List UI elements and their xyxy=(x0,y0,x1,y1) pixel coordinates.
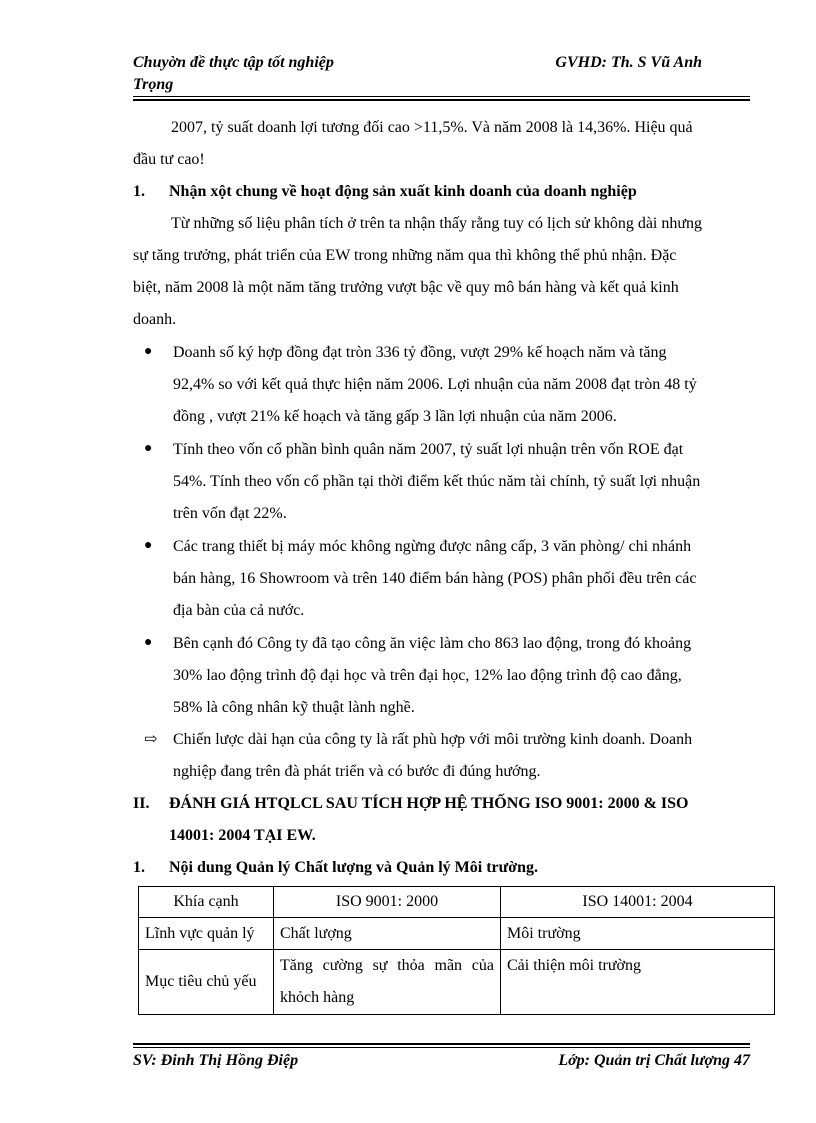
bullet-line: trên vốn đạt 22%. xyxy=(173,505,287,522)
header-rule-thin xyxy=(133,96,750,97)
bullet-icon: ● xyxy=(144,635,153,650)
table-cell: Chất lượng xyxy=(274,918,501,950)
footer-rule-thick xyxy=(133,1043,750,1045)
header-title: Chuyờn đề thực tập tốt nghiệp xyxy=(133,54,334,71)
table-cell: Môi trường xyxy=(501,918,775,950)
footer-student: SV: Đinh Thị Hồng Điệp xyxy=(133,1052,299,1069)
conclusion-line: Chiến lược dài hạn của công ty là rất phù hợp với môi trường kinh doanh. Doanh xyxy=(173,731,693,748)
column-header: ISO 9001: 2000 xyxy=(274,887,501,918)
comparison-table xyxy=(138,886,775,1015)
section-title: Nhận xột chung về hoạt động sản xuất kinh doanh của doanh nghiệp xyxy=(169,183,637,200)
table-cell-line: Tăng cường sự thỏa mãn của xyxy=(280,957,494,974)
section-number: 1. xyxy=(133,183,145,200)
bullet-line: 92,4% so với kết quả thực hiện năm 2006. Lợi nhuận của năm 2008 đạt tròn 48 tỷ xyxy=(173,376,697,393)
bullet-line: đồng , vượt 21% kế hoạch và tăng gấp 3 lần lợi nhuận của năm 2006. xyxy=(173,408,617,425)
table-cell: Cải thiện môi trường xyxy=(501,950,775,1015)
intro-line-2: đầu tư cao! xyxy=(133,151,205,168)
footer-rule-thin xyxy=(133,1047,750,1048)
section-title-continued: 14001: 2004 TẠI EW. xyxy=(169,827,316,844)
table-cell-line: khỏch hàng xyxy=(280,989,355,1006)
paragraph-line: Từ những số liệu phân tích ở trên ta nhận thấy rằng tuy có lịch sử không dài nhưng xyxy=(171,215,703,232)
bullet-line: 58% là công nhân kỹ thuật lành nghề. xyxy=(173,699,415,716)
table-cell: Lĩnh vực quản lý xyxy=(139,918,274,950)
header-title-continued: Trọng xyxy=(133,76,174,93)
bullet-icon: ● xyxy=(144,538,153,553)
bullet-icon: ● xyxy=(144,441,153,456)
section-number: 1. xyxy=(133,859,145,876)
intro-line-1: 2007, tỷ suất doanh lợi tương đối cao >11,5%. Và năm 2008 là 14,36%. Hiệu quả xyxy=(171,119,693,136)
bullet-line: Bên cạnh đó Công ty đã tạo công ăn việc làm cho 863 lao động, trong đó khoảng xyxy=(173,635,692,652)
table-header-row xyxy=(139,887,775,918)
table-cell xyxy=(274,950,501,1015)
bullet-line: Tính theo vốn cổ phần bình quân năm 2007, tỷ suất lợi nhuận trên vốn ROE đạt xyxy=(173,441,684,458)
header-rule-thick xyxy=(133,99,750,101)
page-footer xyxy=(133,1052,750,1070)
conclusion-line: nghiệp đang trên đà phát triển và có bước đi đúng hướng. xyxy=(173,763,541,780)
section-number: II. xyxy=(133,795,150,812)
bullet-line: Doanh số ký hợp đồng đạt tròn 336 tỷ đồng, vượt 29% kế hoạch năm và tăng xyxy=(173,344,667,361)
bullet-icon: ● xyxy=(144,344,153,359)
section-title: ĐÁNH GIÁ HTQLCL SAU TÍCH HỢP HỆ THỐNG ISO 9001: 2000 & ISO xyxy=(169,795,689,812)
paragraph-line: biệt, năm 2008 là một năm tăng trưởng vượt bậc về quy mô bán hàng và kết quả kinh xyxy=(133,279,679,296)
bullet-line: 30% lao động trình độ đại học và trên đại học, 12% lao động trình độ cao đẳng, xyxy=(173,667,682,684)
bullet-line: 54%. Tính theo vốn cổ phần tại thời điểm kết thúc năm tài chính, tỷ suất lợi nhuận xyxy=(173,473,701,490)
bullet-line: địa bàn của cả nước. xyxy=(173,602,305,619)
paragraph-line: doanh. xyxy=(133,311,177,328)
column-header: Khía cạnh xyxy=(139,887,274,918)
column-header: ISO 14001: 2004 xyxy=(501,887,775,918)
table-row xyxy=(139,950,775,1015)
header-advisor: GVHD: Th. S Vũ Anh xyxy=(555,54,702,71)
table-cell: Mục tiêu chủ yếu xyxy=(139,950,274,1015)
bullet-line: bán hàng, 16 Showroom và trên 140 điểm bán hàng (POS) phân phối đều trên các xyxy=(173,570,697,587)
bullet-line: Các trang thiết bị máy móc không ngừng được nâng cấp, 3 văn phòng/ chi nhánh xyxy=(173,538,692,555)
page-header xyxy=(133,52,750,96)
footer-class: Lớp: Quản trị Chất lượng 47 xyxy=(558,1052,750,1069)
section-title: Nội dung Quản lý Chất lượng và Quản lý Môi trường. xyxy=(169,859,538,876)
table-row xyxy=(139,918,775,950)
paragraph-line: sự tăng trưởng, phát triển của EW trong những năm qua thì không thể phủ nhận. Đặc xyxy=(133,247,677,264)
arrow-right-icon: ⇨ xyxy=(144,731,158,748)
